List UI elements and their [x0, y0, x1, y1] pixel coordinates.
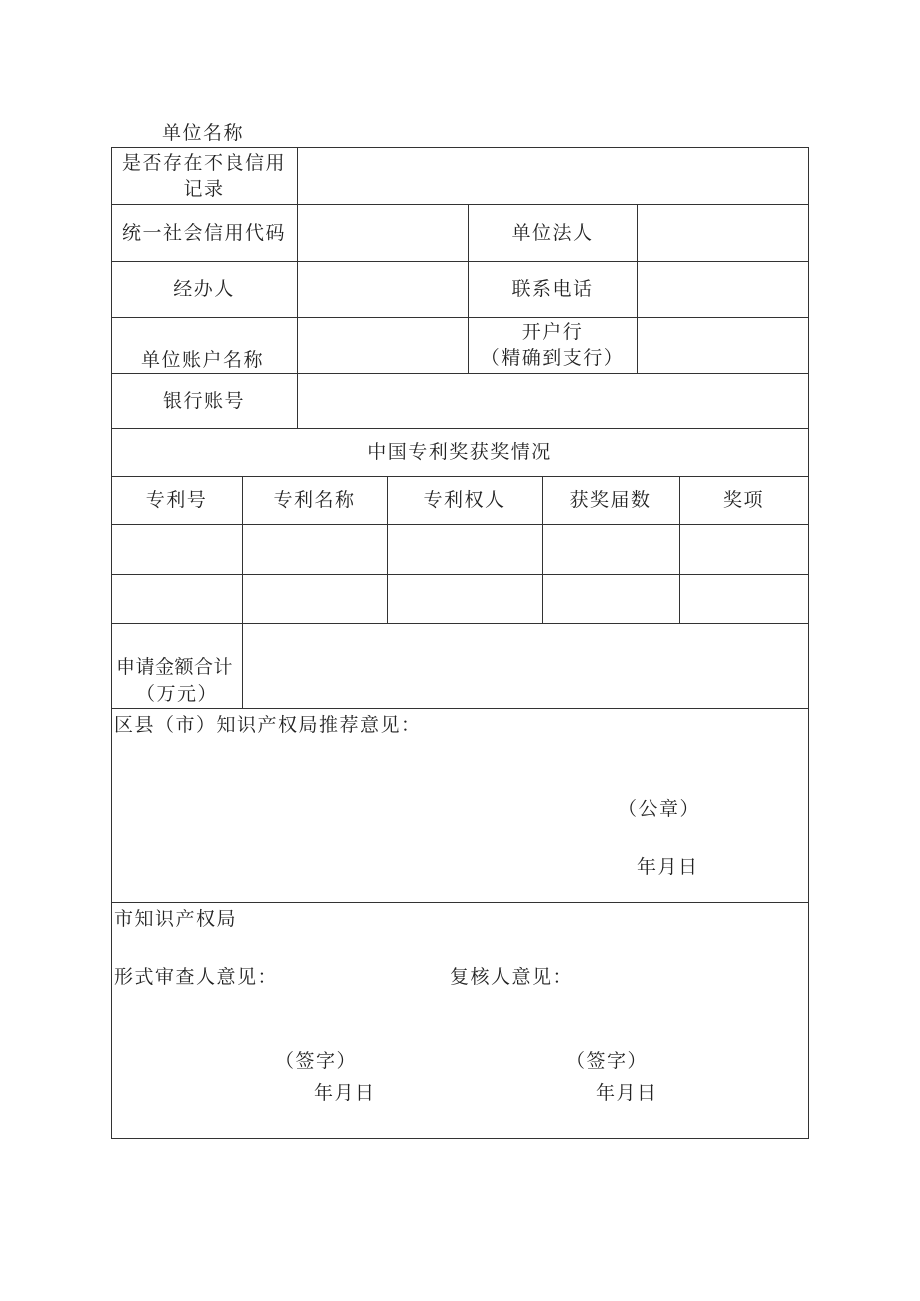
account-name-field[interactable]: [298, 318, 468, 373]
award-cell[interactable]: [680, 525, 808, 574]
bank-label-line2: （精确到支行）: [480, 347, 625, 369]
handler-label: 经办人: [173, 278, 235, 300]
award-cell[interactable]: [543, 525, 679, 574]
award-cell[interactable]: [243, 575, 387, 623]
legal-person-label: 单位法人: [511, 221, 594, 244]
bank-label: [468, 317, 637, 373]
award-col-header: 获奖届数: [569, 489, 652, 511]
award-section-title: 中国专利奖获奖情况: [367, 441, 552, 463]
award-cell[interactable]: [388, 525, 542, 574]
sign-right: （签字）: [566, 1050, 649, 1072]
handler-field[interactable]: [298, 262, 468, 317]
row-divider: [111, 708, 809, 709]
amount-label-line1: 申请金额合计: [116, 656, 234, 678]
award-cell[interactable]: [112, 575, 242, 623]
bank-account-label: 银行账号: [162, 389, 245, 412]
award-cell[interactable]: [543, 575, 679, 623]
award-col-header: 奖项: [722, 489, 764, 511]
recheck-label: 复核人意见：: [450, 966, 574, 988]
bad-credit-label-line2: 记录: [183, 177, 225, 200]
amount-field[interactable]: [243, 624, 808, 708]
account-name-label: 单位账户名称: [141, 349, 265, 371]
date-right: 年月日: [596, 1082, 658, 1104]
credit-code-field[interactable]: [298, 205, 468, 261]
award-cell[interactable]: [680, 575, 808, 623]
award-cell[interactable]: [243, 525, 387, 574]
amount-label-line2: （万元）: [136, 683, 219, 705]
date-left: 年月日: [314, 1082, 376, 1104]
phone-label: 联系电话: [511, 278, 594, 300]
district-date: 年月日: [637, 856, 699, 878]
legal-person-field[interactable]: [638, 205, 808, 261]
bad-credit-label: [111, 147, 297, 204]
bank-account-field[interactable]: [298, 374, 808, 428]
district-opinion-title: 区县（市）知识产权局推荐意见：: [114, 714, 422, 736]
bank-label-line1: 开户行: [521, 321, 584, 343]
bad-credit-label-line1: 是否存在不良信用: [121, 151, 286, 174]
unit-name-label: 单位名称: [162, 122, 245, 144]
table-right-border: [808, 147, 809, 1139]
bank-field[interactable]: [638, 318, 808, 373]
bad-credit-field[interactable]: [298, 148, 808, 204]
award-cell[interactable]: [112, 525, 242, 574]
credit-code-label: 统一社会信用代码: [121, 221, 286, 244]
sign-left: （签字）: [275, 1050, 358, 1072]
row-divider: [111, 902, 809, 903]
formal-review-label: 形式审查人意见：: [114, 966, 279, 988]
city-office-title: 市知识产权局: [114, 908, 238, 930]
award-col-header: 专利号: [145, 489, 208, 511]
award-col-header: 专利权人: [423, 489, 506, 511]
award-col-header: 专利名称: [273, 489, 356, 511]
phone-field[interactable]: [638, 262, 808, 317]
district-seal: （公章）: [618, 798, 701, 820]
award-cell[interactable]: [388, 575, 542, 623]
table-bottom-border: [111, 1138, 809, 1139]
